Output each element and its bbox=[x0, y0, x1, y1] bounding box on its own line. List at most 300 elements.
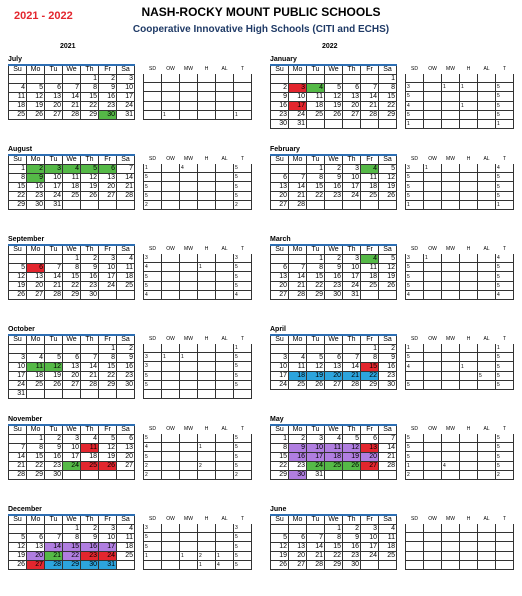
code-cell: 1 bbox=[144, 164, 162, 173]
code-cell: 2 bbox=[406, 470, 424, 479]
code-cell: 1 bbox=[442, 83, 460, 92]
code-cell: 5 bbox=[144, 380, 162, 389]
code-cell: 3 bbox=[234, 254, 252, 263]
weekday-header: Mo bbox=[289, 155, 307, 165]
day-cell: 6 bbox=[343, 84, 361, 93]
weekday-header: Th bbox=[343, 65, 361, 75]
day-cell: 27 bbox=[271, 201, 289, 210]
code-cell bbox=[216, 164, 234, 173]
code-row bbox=[406, 281, 514, 290]
day-cell: 24 bbox=[99, 282, 117, 291]
code-cell bbox=[478, 560, 496, 569]
weekday-header: We bbox=[325, 425, 343, 435]
code-header: H bbox=[466, 66, 471, 73]
day-cell: 18 bbox=[379, 543, 397, 552]
month-block-january bbox=[270, 55, 514, 129]
day-cell bbox=[307, 201, 325, 210]
code-row bbox=[406, 164, 514, 173]
code-cell: 2 bbox=[496, 470, 514, 479]
day-cell: 2 bbox=[27, 165, 45, 174]
code-cell bbox=[162, 461, 180, 470]
day-cell: 27 bbox=[325, 381, 343, 390]
week-row bbox=[271, 444, 397, 453]
code-cell bbox=[162, 371, 180, 380]
day-cell: 2 bbox=[45, 435, 63, 444]
day-cell: 6 bbox=[325, 354, 343, 363]
day-cell bbox=[117, 561, 135, 570]
code-cell bbox=[442, 254, 460, 263]
code-cell bbox=[198, 362, 216, 371]
day-cell: 9 bbox=[379, 354, 397, 363]
day-cell: 3 bbox=[99, 525, 117, 534]
code-cell bbox=[180, 389, 198, 398]
code-cell: 5 bbox=[144, 434, 162, 443]
code-cell bbox=[496, 74, 514, 83]
day-cell: 4 bbox=[27, 354, 45, 363]
code-cell bbox=[216, 353, 234, 362]
day-cell: 13 bbox=[289, 543, 307, 552]
month-name: January bbox=[270, 56, 297, 63]
day-cell: 27 bbox=[99, 192, 117, 201]
week-row bbox=[271, 372, 397, 381]
code-cell bbox=[234, 83, 252, 92]
day-cell: 12 bbox=[45, 363, 63, 372]
day-cell: 19 bbox=[9, 552, 27, 561]
day-cell: 1 bbox=[99, 345, 117, 354]
day-cell: 1 bbox=[307, 165, 325, 174]
code-cell bbox=[460, 560, 478, 569]
code-cell bbox=[478, 533, 496, 542]
day-cell: 18 bbox=[81, 453, 99, 462]
code-row bbox=[406, 353, 514, 362]
code-cell bbox=[424, 263, 442, 272]
day-cell: 21 bbox=[45, 552, 63, 561]
code-cell bbox=[442, 272, 460, 281]
code-cell bbox=[442, 353, 460, 362]
code-row bbox=[144, 101, 252, 110]
day-cell: 10 bbox=[307, 444, 325, 453]
week-row bbox=[9, 174, 135, 183]
code-cell bbox=[162, 101, 180, 110]
code-cell: 1 bbox=[180, 353, 198, 362]
month-calendar-table bbox=[270, 424, 397, 480]
day-cell: 8 bbox=[63, 534, 81, 543]
code-header: AL bbox=[221, 516, 228, 523]
code-cell bbox=[180, 110, 198, 119]
day-cell bbox=[325, 345, 343, 354]
code-cell: 1 bbox=[424, 164, 442, 173]
day-cell: 16 bbox=[45, 453, 63, 462]
code-cell: 4 bbox=[496, 290, 514, 299]
weekday-header: Su bbox=[9, 65, 27, 75]
weekday-header: We bbox=[63, 425, 81, 435]
day-cell: 20 bbox=[361, 453, 379, 462]
day-cell: 2 bbox=[99, 75, 117, 84]
day-cell: 4 bbox=[81, 435, 99, 444]
day-cell: 15 bbox=[81, 93, 99, 102]
code-cell: 4 bbox=[406, 290, 424, 299]
day-cell: 17 bbox=[117, 93, 135, 102]
day-cell bbox=[271, 525, 289, 534]
code-cell bbox=[162, 362, 180, 371]
code-cell bbox=[180, 173, 198, 182]
code-cell bbox=[216, 173, 234, 182]
day-cell: 18 bbox=[63, 183, 81, 192]
week-row bbox=[271, 291, 397, 300]
code-cell bbox=[478, 191, 496, 200]
day-cell: 8 bbox=[27, 444, 45, 453]
day-cell: 1 bbox=[9, 165, 27, 174]
code-header: AL bbox=[483, 516, 490, 523]
weekday-header: Su bbox=[271, 155, 289, 165]
day-cell: 20 bbox=[117, 453, 135, 462]
day-cell bbox=[63, 201, 81, 210]
day-cell: 27 bbox=[271, 291, 289, 300]
code-cell: 1 bbox=[424, 254, 442, 263]
code-row bbox=[144, 542, 252, 551]
day-cell: 17 bbox=[361, 543, 379, 552]
code-cell bbox=[216, 74, 234, 83]
code-cell: 5 bbox=[406, 191, 424, 200]
code-header: OW bbox=[428, 336, 437, 343]
day-cell: 26 bbox=[9, 561, 27, 570]
code-cell bbox=[198, 353, 216, 362]
day-cell: 19 bbox=[99, 453, 117, 462]
day-cell: 15 bbox=[361, 363, 379, 372]
day-cell: 11 bbox=[27, 363, 45, 372]
code-cell bbox=[216, 344, 234, 353]
code-cell: 4 bbox=[144, 290, 162, 299]
code-cell bbox=[496, 560, 514, 569]
weekday-header: Tu bbox=[45, 245, 63, 255]
day-cell: 5 bbox=[45, 354, 63, 363]
day-cell: 31 bbox=[99, 561, 117, 570]
day-cell: 22 bbox=[81, 102, 99, 111]
weekday-header: Fr bbox=[361, 245, 379, 255]
day-cell: 22 bbox=[63, 282, 81, 291]
day-cell: 21 bbox=[117, 183, 135, 192]
code-row bbox=[406, 92, 514, 101]
day-cell: 24 bbox=[343, 192, 361, 201]
day-count-table bbox=[405, 424, 514, 480]
code-header: AL bbox=[483, 426, 490, 433]
code-row bbox=[406, 290, 514, 299]
code-header: SD bbox=[411, 516, 418, 523]
day-cell: 5 bbox=[99, 435, 117, 444]
code-row bbox=[144, 263, 252, 272]
day-cell: 1 bbox=[379, 75, 397, 84]
right-column-year: 2022 bbox=[322, 43, 338, 50]
day-cell: 12 bbox=[343, 444, 361, 453]
day-cell: 18 bbox=[325, 453, 343, 462]
day-cell: 6 bbox=[27, 534, 45, 543]
code-row bbox=[406, 524, 514, 533]
code-cell: 1 bbox=[406, 344, 424, 353]
code-cell: 1 bbox=[460, 83, 478, 92]
day-cell: 2 bbox=[379, 345, 397, 354]
day-cell: 13 bbox=[45, 93, 63, 102]
code-cell bbox=[478, 200, 496, 209]
code-header: MW bbox=[184, 426, 193, 433]
day-cell: 16 bbox=[99, 93, 117, 102]
day-cell bbox=[99, 471, 117, 480]
code-cell: 1 bbox=[198, 443, 216, 452]
month-name: November bbox=[8, 416, 43, 423]
code-cell bbox=[216, 272, 234, 281]
day-cell: 25 bbox=[117, 282, 135, 291]
day-cell: 13 bbox=[63, 363, 81, 372]
code-cell bbox=[460, 254, 478, 263]
code-cell bbox=[442, 101, 460, 110]
day-cell: 22 bbox=[9, 192, 27, 201]
code-row bbox=[406, 461, 514, 470]
day-cell: 4 bbox=[379, 525, 397, 534]
day-cell: 13 bbox=[343, 93, 361, 102]
day-cell: 26 bbox=[27, 111, 45, 120]
code-cell bbox=[216, 101, 234, 110]
code-cell bbox=[460, 191, 478, 200]
code-cell bbox=[198, 191, 216, 200]
code-header: AL bbox=[221, 336, 228, 343]
week-row bbox=[271, 543, 397, 552]
day-cell: 5 bbox=[343, 435, 361, 444]
weekday-header: We bbox=[325, 335, 343, 345]
day-cell: 23 bbox=[117, 372, 135, 381]
code-header: OW bbox=[428, 156, 437, 163]
code-cell bbox=[424, 353, 442, 362]
day-cell: 6 bbox=[271, 174, 289, 183]
code-cell bbox=[216, 461, 234, 470]
month-name: July bbox=[8, 56, 23, 63]
code-cell: 2 bbox=[234, 470, 252, 479]
week-row bbox=[9, 264, 135, 273]
day-cell: 21 bbox=[343, 372, 361, 381]
weekday-header: We bbox=[325, 515, 343, 525]
day-cell: 27 bbox=[45, 111, 63, 120]
day-count-table bbox=[143, 424, 252, 480]
day-cell bbox=[45, 390, 63, 399]
code-header: AL bbox=[221, 246, 228, 253]
code-header: H bbox=[204, 336, 209, 343]
week-row bbox=[271, 111, 397, 120]
code-cell bbox=[478, 83, 496, 92]
week-row bbox=[271, 174, 397, 183]
code-cell: 5 bbox=[234, 551, 252, 560]
day-cell: 7 bbox=[9, 444, 27, 453]
day-cell: 11 bbox=[307, 93, 325, 102]
day-cell bbox=[289, 255, 307, 264]
day-cell: 6 bbox=[27, 264, 45, 273]
code-cell: 5 bbox=[234, 371, 252, 380]
weekday-header: Fr bbox=[99, 155, 117, 165]
code-cell bbox=[162, 182, 180, 191]
code-header: OW bbox=[166, 516, 175, 523]
day-cell bbox=[63, 75, 81, 84]
weekday-header: Su bbox=[9, 425, 27, 435]
week-row bbox=[271, 102, 397, 111]
code-cell bbox=[442, 191, 460, 200]
day-cell bbox=[361, 561, 379, 570]
day-cell: 3 bbox=[307, 435, 325, 444]
code-cell bbox=[162, 524, 180, 533]
code-cell bbox=[162, 254, 180, 263]
code-header: H bbox=[466, 156, 471, 163]
code-header: T bbox=[502, 516, 507, 523]
day-cell: 10 bbox=[9, 363, 27, 372]
day-cell: 9 bbox=[99, 84, 117, 93]
code-cell: 5 bbox=[496, 452, 514, 461]
day-cell: 14 bbox=[343, 363, 361, 372]
day-cell: 12 bbox=[9, 273, 27, 282]
day-cell: 18 bbox=[27, 372, 45, 381]
weekday-header: We bbox=[63, 245, 81, 255]
code-cell: 2 bbox=[198, 551, 216, 560]
day-cell bbox=[81, 471, 99, 480]
code-cell bbox=[442, 119, 460, 128]
day-cell: 2 bbox=[343, 525, 361, 534]
code-cell bbox=[460, 371, 478, 380]
code-cell: 5 bbox=[496, 191, 514, 200]
day-cell: 2 bbox=[81, 525, 99, 534]
code-row bbox=[144, 389, 252, 398]
day-cell: 10 bbox=[99, 534, 117, 543]
day-cell: 14 bbox=[81, 363, 99, 372]
code-cell: 2 bbox=[198, 461, 216, 470]
day-cell: 23 bbox=[325, 282, 343, 291]
day-cell: 2 bbox=[325, 255, 343, 264]
weekday-header: Fr bbox=[99, 425, 117, 435]
day-cell: 29 bbox=[63, 291, 81, 300]
day-cell: 31 bbox=[117, 111, 135, 120]
code-cell: 5 bbox=[234, 173, 252, 182]
day-cell: 26 bbox=[379, 282, 397, 291]
code-row bbox=[144, 110, 252, 119]
day-cell: 7 bbox=[307, 534, 325, 543]
week-row bbox=[271, 561, 397, 570]
weekday-header: Tu bbox=[45, 65, 63, 75]
day-cell: 21 bbox=[307, 552, 325, 561]
day-cell: 29 bbox=[81, 111, 99, 120]
weekday-header: Tu bbox=[307, 425, 325, 435]
day-cell: 16 bbox=[325, 273, 343, 282]
code-header: AL bbox=[483, 336, 490, 343]
code-cell: 2 bbox=[144, 200, 162, 209]
code-cell bbox=[216, 470, 234, 479]
weekday-header: Fr bbox=[99, 515, 117, 525]
code-cell bbox=[216, 182, 234, 191]
day-cell: 8 bbox=[325, 534, 343, 543]
code-cell: 5 bbox=[234, 443, 252, 452]
code-cell bbox=[442, 290, 460, 299]
day-cell: 26 bbox=[9, 291, 27, 300]
code-cell: 5 bbox=[234, 533, 252, 542]
code-cell: 5 bbox=[406, 263, 424, 272]
day-cell: 3 bbox=[343, 165, 361, 174]
code-cell bbox=[424, 290, 442, 299]
code-cell: 4 bbox=[144, 263, 162, 272]
code-cell: 5 bbox=[234, 263, 252, 272]
month-calendar-table bbox=[270, 514, 397, 570]
code-header: T bbox=[240, 246, 245, 253]
code-cell bbox=[406, 542, 424, 551]
code-cell bbox=[442, 74, 460, 83]
code-cell: 4 bbox=[144, 443, 162, 452]
code-cell: 5 bbox=[144, 281, 162, 290]
day-cell: 30 bbox=[99, 111, 117, 120]
weekday-header: Mo bbox=[27, 155, 45, 165]
code-row bbox=[144, 83, 252, 92]
code-cell: 5 bbox=[406, 443, 424, 452]
day-cell: 31 bbox=[343, 291, 361, 300]
day-cell: 8 bbox=[81, 84, 99, 93]
code-header: SD bbox=[149, 336, 156, 343]
code-header: H bbox=[466, 516, 471, 523]
code-cell: 3 bbox=[234, 524, 252, 533]
day-cell: 16 bbox=[289, 453, 307, 462]
day-cell bbox=[9, 75, 27, 84]
month-calendar-table bbox=[270, 334, 397, 390]
code-cell bbox=[180, 371, 198, 380]
day-cell: 13 bbox=[99, 174, 117, 183]
day-cell: 1 bbox=[307, 255, 325, 264]
code-row bbox=[406, 380, 514, 389]
day-cell: 11 bbox=[361, 174, 379, 183]
weekday-header: Su bbox=[9, 155, 27, 165]
code-cell bbox=[424, 110, 442, 119]
day-cell: 25 bbox=[117, 552, 135, 561]
code-cell: 2 bbox=[144, 470, 162, 479]
day-cell bbox=[45, 345, 63, 354]
day-cell: 16 bbox=[325, 183, 343, 192]
weekday-header: Th bbox=[343, 515, 361, 525]
weekday-header: Sa bbox=[117, 245, 135, 255]
code-cell bbox=[478, 380, 496, 389]
day-cell: 26 bbox=[81, 192, 99, 201]
day-cell: 14 bbox=[379, 444, 397, 453]
day-cell: 23 bbox=[325, 192, 343, 201]
week-row bbox=[9, 192, 135, 201]
month-name: August bbox=[8, 146, 33, 153]
week-row bbox=[9, 534, 135, 543]
day-cell: 11 bbox=[63, 174, 81, 183]
week-row bbox=[9, 102, 135, 111]
code-cell: 1 bbox=[496, 200, 514, 209]
code-cell bbox=[198, 182, 216, 191]
code-cell: 5 bbox=[234, 191, 252, 200]
day-cell: 1 bbox=[27, 435, 45, 444]
day-cell: 10 bbox=[343, 174, 361, 183]
day-cell: 11 bbox=[361, 264, 379, 273]
weekday-header: Mo bbox=[289, 245, 307, 255]
code-header: T bbox=[240, 336, 245, 343]
day-cell: 31 bbox=[45, 201, 63, 210]
day-count-table bbox=[143, 244, 252, 300]
code-cell bbox=[478, 542, 496, 551]
code-cell bbox=[198, 110, 216, 119]
code-cell bbox=[460, 344, 478, 353]
code-cell bbox=[424, 461, 442, 470]
code-header: H bbox=[466, 336, 471, 343]
day-count-table bbox=[405, 64, 514, 129]
code-cell bbox=[478, 182, 496, 191]
day-cell: 15 bbox=[325, 543, 343, 552]
day-cell bbox=[289, 165, 307, 174]
code-cell: 5 bbox=[478, 371, 496, 380]
day-cell: 22 bbox=[379, 102, 397, 111]
code-row bbox=[406, 470, 514, 479]
day-cell: 27 bbox=[343, 111, 361, 120]
code-cell bbox=[424, 380, 442, 389]
